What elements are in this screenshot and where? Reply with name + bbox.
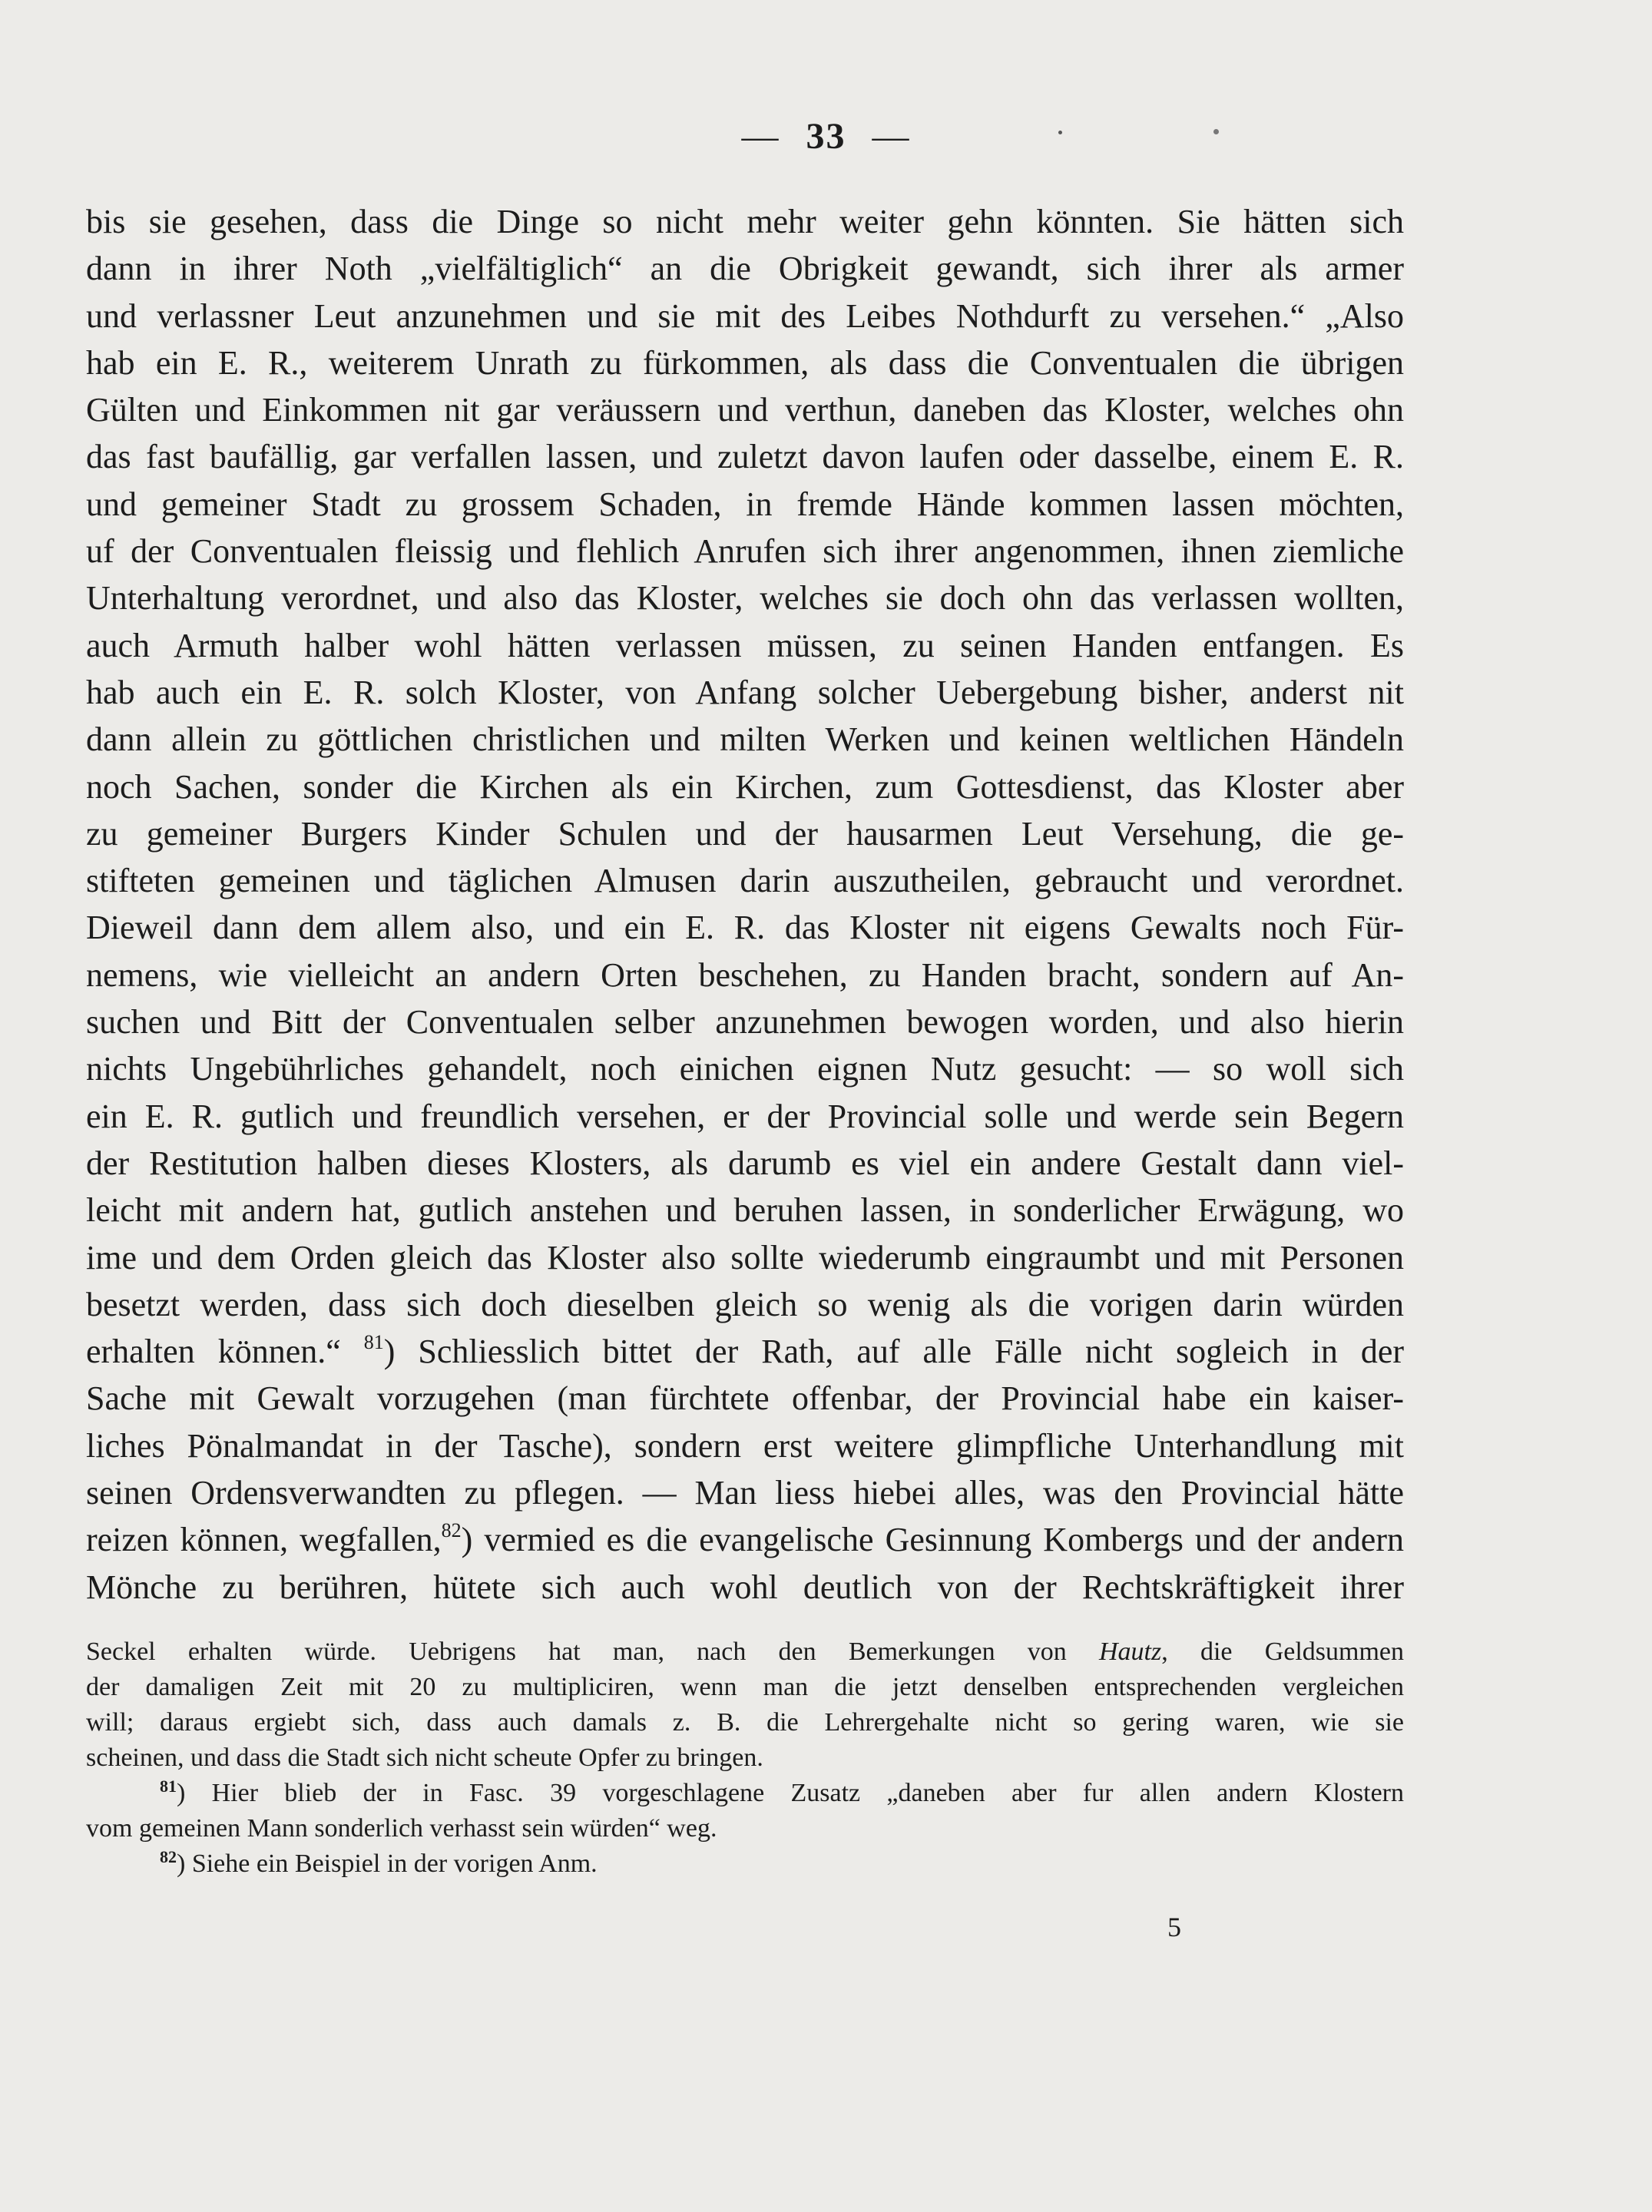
footnote-81 xyxy=(86,1776,1404,1811)
header-dash-right: — xyxy=(872,116,911,157)
footnote-continuation-line: scheinen, und dass die Stadt sich nicht scheute Opfer zu bringen. xyxy=(86,1743,763,1772)
body-text: reizen können, wegfallen, xyxy=(86,1521,442,1559)
body-line: auch Armuth halber wohl hätten verlassen müssen, zu seinen Handen entfangen. Es xyxy=(86,626,1404,664)
body-text: ) vermied es die evangelische Gesinnung Kombergs und der andern xyxy=(461,1521,1404,1559)
body-line: liches Pönalmandat in der Tasche), sondern erst weitere glimpfliche Unterhandlung mit xyxy=(86,1426,1404,1465)
body-line: hab auch ein E. R. solch Kloster, von Anfang solcher Uebergebung bisher, anderst nit xyxy=(86,673,1404,711)
body-line: Unterhaltung verordnet, und also das Kloster, welches sie doch ohn das verlassen wollten, xyxy=(86,579,1404,618)
footnote-text: Seckel erhalten würde. Uebrigens hat man, nach den Bemerkungen von xyxy=(86,1637,1067,1666)
footnote-text: ) Siehe ein Beispiel in der vorigen Anm. xyxy=(177,1849,598,1878)
body-line: Sache mit Gewalt vorzugehen (man fürchtete offenbar, der Provincial habe ein kaiser- xyxy=(86,1379,1404,1418)
footnote-continuation-line xyxy=(86,1634,1404,1670)
author-name: Hautz xyxy=(1099,1637,1162,1666)
print-speck xyxy=(1213,129,1219,134)
page-number: 33 xyxy=(806,116,846,157)
body-line: suchen und Bitt der Conventualen selber anzunehmen bewogen worden, und also hierin xyxy=(86,1003,1404,1041)
header-dash-left: — xyxy=(741,116,780,157)
body-line: noch Sachen, sonder die Kirchen als ein Kirchen, zum Gottesdienst, das Kloster aber xyxy=(86,767,1404,806)
body-line: seinen Ordensverwandten zu pflegen. — Man liess hiebei alles, was den Provincial hätte xyxy=(86,1474,1404,1512)
body-line: stifteten gemeinen und täglichen Almusen darin auszutheilen, gebraucht und verordnet. xyxy=(86,862,1404,900)
footnote-text: ) Hier blieb der in Fasc. 39 vorgeschlagene Zusatz „daneben aber fur allen andern Klostern xyxy=(177,1779,1404,1807)
footnotes xyxy=(86,1634,1404,1882)
footnote-continuation-line: der damaligen Zeit mit 20 zu multipliciren, wenn man die jetzt denselben entsprechenden vergleichen xyxy=(86,1673,1404,1701)
body-line: das fast baufällig, gar verfallen lassen, und zuletzt davon laufen oder dasselbe, einem E. R. xyxy=(86,438,1404,476)
body-line: und gemeiner Stadt zu grossem Schaden, in fremde Hände kommen lassen möchten, xyxy=(86,485,1404,523)
footnote-82-number: 82 xyxy=(160,1847,177,1866)
body-line: dann allein zu göttlichen christlichen und milten Werken und keinen weltlichen Händeln xyxy=(86,720,1404,759)
main-text xyxy=(86,198,1404,1611)
body-text: ) Schliesslich bittet der Rath, auf alle Fälle nicht sogleich in der xyxy=(383,1333,1404,1371)
footnote-ref-82: 82 xyxy=(441,1519,462,1542)
print-speck xyxy=(1058,131,1062,134)
footnote-82 xyxy=(86,1846,1404,1882)
body-line: dann in ihrer Noth „vielfältiglich“ an die Obrigkeit gewandt, sich ihrer als armer xyxy=(86,250,1404,288)
body-line: ime und dem Orden gleich das Kloster also sollte wiederumb eingraumbt und mit Personen xyxy=(86,1238,1404,1277)
body-line: zu gemeiner Burgers Kinder Schulen und der hausarmen Leut Versehung, die ge- xyxy=(86,814,1404,853)
body-line: bis sie gesehen, dass die Dinge so nicht mehr weiter gehn könnten. Sie hätten sich xyxy=(86,203,1404,240)
body-line: hab ein E. R., weiterem Unrath zu fürkommen, als dass die Conventualen die übrigen xyxy=(86,343,1404,382)
footnote-81-number: 81 xyxy=(160,1777,177,1796)
body-line-with-footnote-ref xyxy=(86,1516,1404,1563)
body-line-with-footnote-ref xyxy=(86,1328,1404,1375)
page-header xyxy=(0,115,1652,157)
body-line: nichts Ungebührliches gehandelt, noch einichen eignen Nutz gesucht: — so woll sich xyxy=(86,1050,1404,1088)
footnote-continuation-line: will; daraus ergiebt sich, dass auch damals z. B. die Lehrergehalte nicht so gering waren, wie sie xyxy=(86,1708,1404,1737)
body-line: nemens, wie vielleicht an andern Orten beschehen, zu Handen bracht, sondern auf An- xyxy=(86,955,1404,994)
body-line: Dieweil dann dem allem also, und ein E. R. das Kloster nit eigens Gewalts noch Für- xyxy=(86,909,1404,947)
body-line: uf der Conventualen fleissig und flehlich Anrufen sich ihrer angenommen, ihnen ziemliche xyxy=(86,532,1404,571)
body-line: besetzt werden, dass sich doch dieselben gleich so wenig als die vorigen darin würden xyxy=(86,1285,1404,1323)
body-line: Gülten und Einkommen nit gar veräussern und verthun, daneben das Kloster, welches ohn xyxy=(86,391,1404,429)
signature-mark: 5 xyxy=(1167,1912,1181,1942)
body-line: ein E. R. gutlich und freundlich versehen, er der Provincial solle und werde sein Begern xyxy=(86,1097,1404,1135)
body-line: und verlassner Leut anzunehmen und sie mit des Leibes Nothdurft zu versehen.“ „Also xyxy=(86,296,1404,335)
body-line: Mönche zu berühren, hütete sich auch wohl deutlich von der Rechtskräftigkeit ihrer xyxy=(86,1568,1404,1606)
body-line: der Restitution halben dieses Klosters, als darumb es viel ein andere Gestalt dann viel- xyxy=(86,1144,1404,1182)
footnote-text: , die Geldsummen xyxy=(1161,1637,1404,1666)
footnote-81-continuation: vom gemeinen Mann sonderlich verhasst sein würden“ weg. xyxy=(86,1814,717,1843)
footnote-ref-81: 81 xyxy=(363,1331,384,1354)
body-line: leicht mit andern hat, gutlich anstehen und beruhen lassen, in sonderlicher Erwägung, wo xyxy=(86,1191,1404,1230)
body-text: erhalten können.“ xyxy=(86,1333,341,1371)
